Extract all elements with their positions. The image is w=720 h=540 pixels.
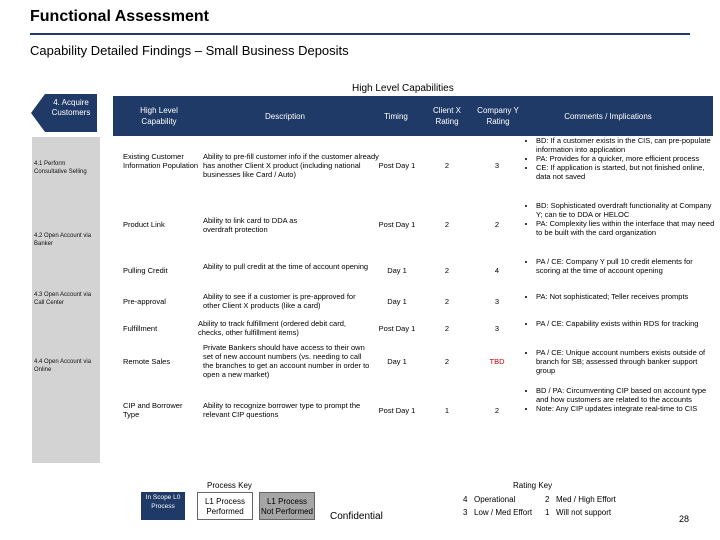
- title-rule: [30, 33, 690, 35]
- side-tab-acquire-customers: [45, 94, 97, 132]
- row-description: Ability to track fulfillment (ordered debit card, checks, other fulfillment items): [198, 319, 346, 337]
- row-client-x-rating: 2: [444, 324, 450, 333]
- row-timing: Day 1: [387, 266, 407, 275]
- comment-item: • BD: Sophisticated overdraft functionality at Company Y; can tie to DDA or HELOC: [536, 201, 715, 219]
- side-label-open-account-call-center: 4.3 Open Account via Call Center: [34, 292, 92, 306]
- comment-item: • PA: Provides for a quicker, more efficient process: [536, 154, 715, 163]
- row-comments: [527, 348, 715, 375]
- row-company-y-rating: 3: [494, 297, 500, 306]
- side-label-open-account-online: 4.4 Open Account via Online: [34, 359, 92, 373]
- row-timing: Post Day 1: [378, 406, 416, 415]
- row-description: Ability to see if a customer is pre-approved for other Client X products (like a card): [203, 292, 356, 310]
- row-client-x-rating: 2: [444, 161, 450, 170]
- side-tab-label: 4. Acquire Customers: [51, 98, 91, 117]
- row-company-y-rating: 3: [494, 324, 500, 333]
- side-label-perform-consultative-selling: 4.1 Perform Consultative Selling: [34, 161, 87, 175]
- column-header-description: Description: [264, 112, 305, 121]
- rating-key-code: 4: [463, 495, 468, 504]
- row-comments: [527, 319, 715, 328]
- row-comments: [527, 257, 715, 275]
- row-timing: Day 1: [387, 357, 407, 366]
- row-capability: Pre-approval: [123, 297, 166, 306]
- confidential-label: Confidential: [330, 511, 383, 522]
- column-header-client-x-rating: Client X Rating: [432, 106, 461, 126]
- legend-l1-performed: L1 Process Performed: [197, 492, 253, 520]
- rating-key-label: Will not support: [556, 508, 612, 517]
- row-description: Ability to pre-fill customer info if the customer already has another Client X product (including national businesses like Card / Auto): [203, 152, 379, 179]
- legend-l1-not-performed: L1 Process Not Performed: [259, 492, 315, 520]
- column-header-company-y-rating: Company Y Rating: [477, 106, 519, 126]
- rating-key-code: 2: [545, 495, 550, 504]
- comment-item: • PA: Complexity lies within the interface that may need to be built with the card organization: [536, 219, 715, 237]
- column-header-timing: Timing: [384, 112, 408, 121]
- process-key-title: Process Key: [207, 481, 252, 490]
- column-header-capability: High Level Capability: [140, 106, 178, 126]
- row-company-y-rating: 3: [494, 161, 500, 170]
- row-capability: Fulfillment: [123, 324, 158, 333]
- row-comments: [527, 136, 715, 181]
- row-comments: [527, 201, 715, 237]
- comment-item: • BD / PA: Circumventing CIP based on account type and how customers are related to the accounts: [536, 386, 715, 404]
- row-description: Ability to pull credit at the time of account opening: [203, 262, 369, 271]
- high-level-capabilities-label: High Level Capabilities: [352, 83, 454, 94]
- comment-item: • PA / CE: Company Y pull 10 credit elements for scoring at the time of account opening: [536, 257, 715, 275]
- column-header-comments: Comments / Implications: [564, 112, 652, 121]
- comment-item: • Note: Any CIP updates integrate real-time to CIS: [536, 404, 715, 413]
- comment-item: • PA: Not sophisticated; Teller receives prompts: [536, 292, 715, 301]
- comment-item: • PA / CE: Unique account numbers exists outside of branch for SB; assessed through banker support group: [536, 348, 715, 375]
- rating-key-code: 3: [463, 508, 468, 517]
- comment-item: • BD: If a customer exists in the CIS, can pre-populate information into application: [536, 136, 715, 154]
- row-client-x-rating: 2: [444, 266, 450, 275]
- tab-notch: [31, 94, 45, 132]
- row-company-y-rating: 2: [494, 220, 500, 229]
- row-capability: Existing Customer Information Population: [123, 152, 199, 170]
- row-timing: Post Day 1: [378, 220, 416, 229]
- row-timing: Post Day 1: [378, 161, 416, 170]
- row-client-x-rating: 2: [444, 220, 450, 229]
- row-capability: CIP and Borrower Type: [123, 401, 183, 419]
- row-company-y-rating: 4: [494, 266, 500, 275]
- rating-key-label: Med / High Effort: [556, 495, 616, 504]
- row-company-y-rating-tbd: TBD: [489, 357, 505, 366]
- side-label-open-account-banker: 4.2 Open Account via Banker: [34, 233, 92, 247]
- row-client-x-rating: 2: [444, 357, 450, 366]
- row-timing: Post Day 1: [378, 324, 416, 333]
- legend-in-scope-l0: In Scope L0 Process: [141, 492, 185, 520]
- rating-key-code: 1: [545, 508, 550, 517]
- row-comments: [527, 386, 715, 413]
- row-description: Ability to link card to DDA as overdraft protection: [203, 216, 298, 234]
- row-description: Ability to recognize borrower type to prompt the relevant CIP questions: [203, 401, 361, 419]
- row-capability: Pulling Credit: [123, 266, 168, 275]
- rating-key-title: Rating Key: [513, 481, 553, 490]
- comment-item: • PA / CE: Capability exists within RDS for tracking: [536, 319, 715, 328]
- row-timing: Day 1: [387, 297, 407, 306]
- page-title: Functional Assessment: [30, 8, 210, 25]
- rating-key-label: Operational: [474, 495, 516, 504]
- page-subtitle: Capability Detailed Findings – Small Business Deposits: [30, 43, 349, 58]
- row-description: Private Bankers should have access to their own set of new account numbers (vs. needing to call the branches to get an account number in order to open a new market): [203, 343, 370, 379]
- row-client-x-rating: 1: [444, 406, 450, 415]
- row-client-x-rating: 2: [444, 297, 450, 306]
- row-comments: [527, 292, 715, 301]
- row-company-y-rating: 2: [494, 406, 500, 415]
- page-number: 28: [679, 514, 690, 524]
- rating-key-label: Low / Med Effort: [474, 508, 533, 517]
- row-capability: Remote Sales: [123, 357, 171, 366]
- comment-item: • CE: If application is started, but not finished online, data not saved: [536, 163, 715, 181]
- row-capability: Product Link: [123, 220, 165, 229]
